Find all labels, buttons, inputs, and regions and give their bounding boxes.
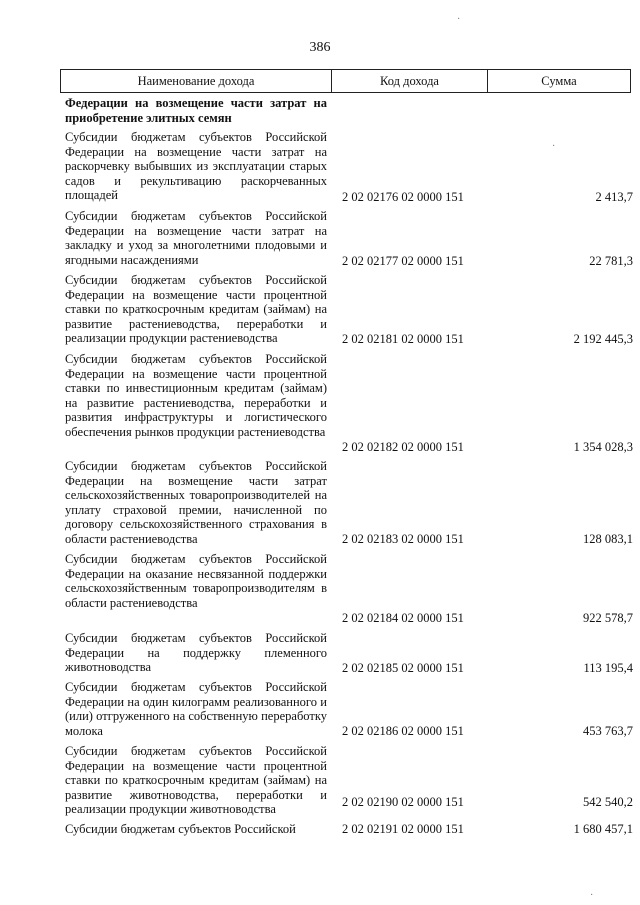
- table-row: [65, 209, 633, 269]
- income-name: Федерации на возмещение части затрат на приобретение элитных семян: [65, 96, 327, 125]
- income-code: 2 02 02184 02 0000 151: [342, 611, 464, 626]
- table-row: [65, 96, 633, 125]
- income-sum: 2 413,7: [595, 190, 633, 205]
- income-name: Субсидии бюджетам субъектов Российской Федерации на возмещение части процентной ставки по инвестиционным кредитам (займам) на развитие растениеводства, переработки и развития инфраструктуры и логистического обеспечения рынков продукции растениеводства: [65, 352, 327, 439]
- income-code: 2 02 02190 02 0000 151: [342, 795, 464, 810]
- income-code: 2 02 02191 02 0000 151: [342, 822, 464, 837]
- table-row: [65, 744, 633, 817]
- income-name: Субсидии бюджетам субъектов Российской Федерации на возмещение части затрат сельскохозяйственных товаропроизводителей на уплату страховой премии, начисленной по договору сельскохозяйственного страхования в области растениеводства: [65, 459, 327, 546]
- income-name: Субсидии бюджетам субъектов Российской Федерации на возмещение части процентной ставки по краткосрочным кредитам (займам) на развитие животноводства, переработки и реализации продукции животноводства: [65, 744, 327, 817]
- income-name: Субсидии бюджетам субъектов Российской: [65, 822, 296, 836]
- income-code: 2 02 02186 02 0000 151: [342, 724, 464, 739]
- table-row: [65, 352, 633, 455]
- income-sum: 128 083,1: [583, 532, 633, 547]
- income-sum: 22 781,3: [589, 254, 633, 269]
- income-sum: 542 540,2: [583, 795, 633, 810]
- income-name: Субсидии бюджетам субъектов Российской Федерации на оказание несвязанной поддержки сельскохозяйственным товаропроизводителям в области растениеводства: [65, 552, 327, 610]
- income-name: Субсидии бюджетам субъектов Российской Федерации на возмещение части процентной ставки по краткосрочным кредитам (займам) на развитие растениеводства, переработки и реализации продукции растениеводства: [65, 273, 327, 346]
- income-name: Субсидии бюджетам субъектов Российской Федерации на возмещение части затрат на раскорчевку выбывших из эксплуатации старых садов и рекультивацию раскорчеванных площадей: [65, 130, 327, 203]
- table-row: [65, 130, 633, 205]
- table-row: [65, 273, 633, 347]
- income-sum: 453 763,7: [583, 724, 633, 739]
- scan-speck: ·: [457, 14, 461, 25]
- column-header-code: Код дохода: [332, 70, 488, 92]
- scan-speck: ·: [552, 141, 556, 152]
- income-code: 2 02 02177 02 0000 151: [342, 254, 464, 269]
- income-code: 2 02 02185 02 0000 151: [342, 661, 464, 676]
- income-sum: 1 354 028,3: [573, 440, 633, 455]
- income-name: Субсидии бюджетам субъектов Российской Федерации на один килограмм реализованного и (или) отгруженного на собственную переработку молока: [65, 680, 327, 738]
- table-row: [65, 552, 633, 626]
- page-number: 386: [309, 40, 331, 55]
- table-row: [65, 822, 633, 837]
- income-name: Субсидии бюджетам субъектов Российской Федерации на поддержку племенного животноводства: [65, 631, 327, 675]
- table-header: [60, 69, 631, 93]
- income-code: 2 02 02181 02 0000 151: [342, 332, 464, 347]
- income-sum: 1 680 457,1: [573, 822, 633, 837]
- income-sum: 2 192 445,3: [573, 332, 633, 347]
- income-code: 2 02 02183 02 0000 151: [342, 532, 464, 547]
- table-row: [65, 631, 633, 676]
- column-header-sum: Сумма: [541, 73, 577, 88]
- income-name: Субсидии бюджетам субъектов Российской Федерации на возмещение части затрат на закладку и уход за многолетними плодовыми и ягодными насаждениями: [65, 209, 327, 267]
- table-row: [65, 680, 633, 739]
- column-header-name: Наименование дохода: [61, 70, 332, 92]
- income-sum: 113 195,4: [583, 661, 633, 676]
- income-sum: 922 578,7: [583, 611, 633, 626]
- income-code: 2 02 02176 02 0000 151: [342, 190, 464, 205]
- income-code: 2 02 02182 02 0000 151: [342, 440, 464, 455]
- scan-speck: ·: [590, 890, 594, 901]
- table-row: [65, 459, 633, 547]
